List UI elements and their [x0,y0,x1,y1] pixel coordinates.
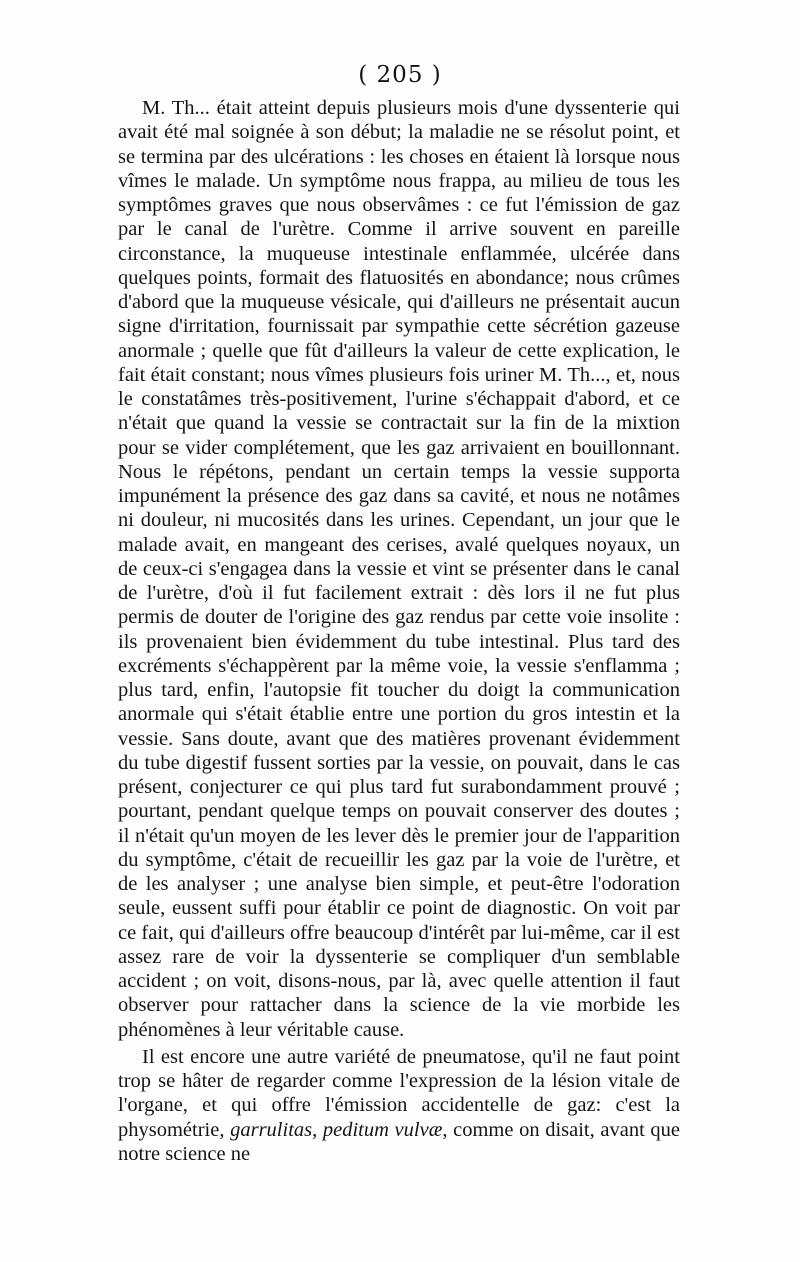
paragraph-text-end: , comme on disait, avant que notre science ne [118,1118,680,1165]
page-number: ( 205 ) [358,62,442,88]
body-text [118,96,680,1166]
paragraph-dysentery-case: M. Th... était atteint depuis plusieurs mois d'une dyssenterie qui avait été mal soignée à son début; la maladie ne se résolut point, et se termina par des ulcérations : les choses en étaient là lorsque nous vîmes le malade. Un symptôme nous frappa, au milieu de tous les symptômes graves que nous observâmes : ce fut l'émission de gaz par le canal de l'urètre. Comme il arrive souvent en pareille circonstance, la muqueuse intestinale enflammée, ulcérée dans quelques points, formait des flatuosités en abondance; nous crûmes d'abord que la muqueuse vésicale, qui d'ailleurs ne présentait aucun signe d'irritation, fournissait par sympathie cette sécrétion gazeuse anormale ; quelle que fût d'ailleurs la valeur de cette explication, le fait était constant; nous vîmes plusieurs fois uriner M. Th..., et, nous le constatâmes très-positivement, l'urine s'échappait d'abord, et ce n'était que quand la vessie se contractait sur la fin de la mixtion pour se vider complétement, que les gaz arrivaient en bouillonnant. Nous le répétons, pendant un certain temps la vessie supporta impunément la présence des gaz dans sa cavité, et nous ne notâmes ni douleur, ni mucosités dans les urines. Cependant, un jour que le malade avait, en mangeant des cerises, avalé quelques noyaux, un de ceux-ci s'engagea dans la vessie et vint se présenter dans le canal de l'urètre, d'où il fut facilement extrait : dès lors il ne fut plus permis de douter de l'origine des gaz rendus par cette voie insolite : ils provenaient bien évidemment du tube intestinal. Plus tard des excréments s'échappèrent par la même voie, la vessie s'enflamma ; plus tard, enfin, l'autopsie fit toucher du doigt la communication anormale qui s'était établie entre une portion du gros intestin et la vessie. Sans doute, avant que des matières provenant évidemment du tube digestif fussent sorties par la vessie, on pouvait, dans le cas présent, conjecturer ce qui plus tard fut surabondamment prouvé ; pourtant, pendant quelque temps on pouvait conserver des doutes ; il n'était qu'un moyen de les lever dès le premier jour de l'apparition du symptôme, c'était de recueillir les gaz par la voie de l'urètre, et de les analyser ; une analyse bien simple, et peut-être l'odoration seule, eussent suffi pour établir ce point de diagnostic. On voit par ce fait, qui d'ailleurs offre beaucoup d'intérêt par lui-même, car il est assez rare de voir la dyssenterie se compliquer d'un semblable accident ; on voit, disons-nous, par là, avec quelle attention il faut observer pour rattacher dans la science de la vie morbide les phénomènes à leur véritable cause. [118,97,680,1041]
paragraph-physometrie [118,1045,680,1166]
italic-term-peditum-vulvae: peditum vulvæ [322,1118,443,1141]
paragraph-text: Il est encore une autre variété de pneumatose, qu'il ne faut point trop se hâter de regarder comme l'expression de la lésion vitale de l'organe, et qui offre l'émission accidentelle de gaz: c'est la physométrie, [118,1045,680,1141]
italic-term-garrulitas: garrulitas [230,1118,313,1141]
term-separator: , [312,1118,323,1141]
